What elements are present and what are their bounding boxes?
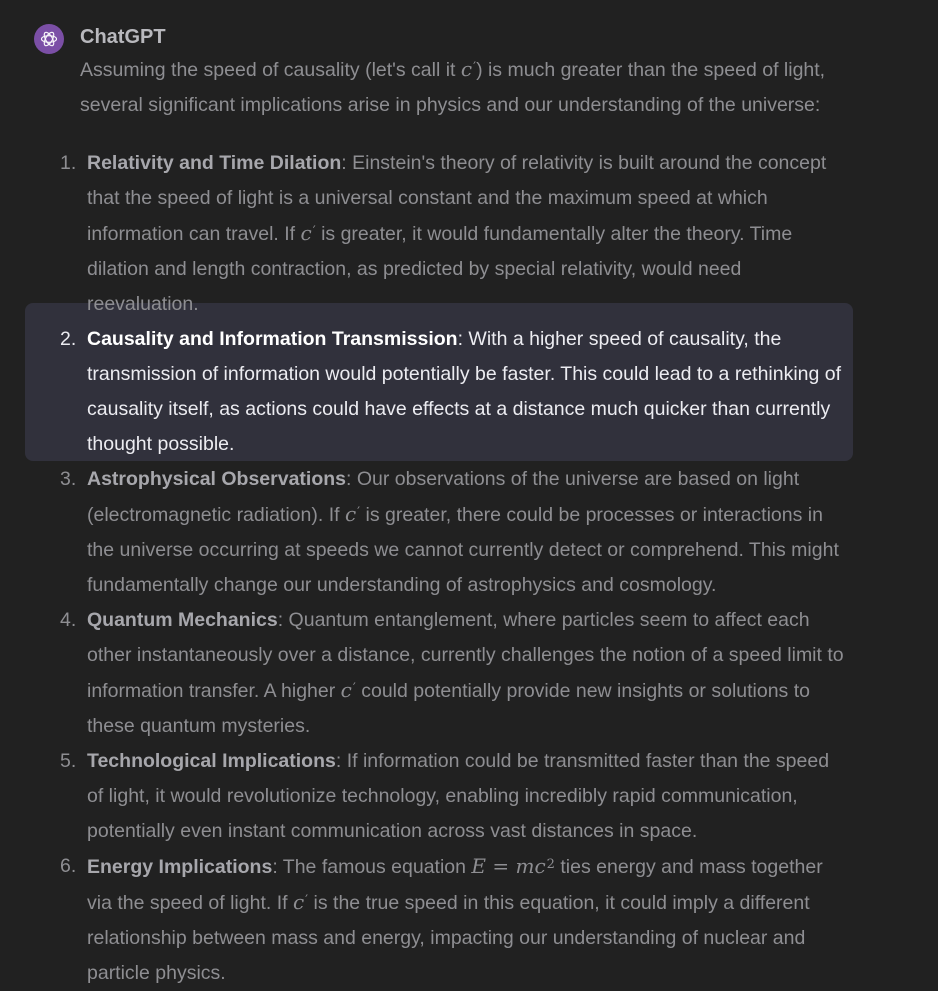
list-item-text: : Einstein's theory of relativity is built around the concept that the speed of light is a universal constant and the maximum speed at which information can travel. If — [87, 152, 827, 245]
list-item-text: ties energy and mass together via the speed of light. If — [87, 856, 823, 914]
intro-text-before: Assuming the speed of causality (let's call it — [80, 59, 461, 81]
list-item-text: is the true speed in this equation, it could imply a different relationship between mass and energy, impacting our understanding of nuclear and particle physics. — [87, 892, 810, 984]
list-item-text: : The famous equation — [272, 856, 472, 878]
math-c-prime — [301, 221, 316, 245]
math-symbol: E — [471, 854, 487, 878]
list-item-number: 6. — [60, 855, 77, 877]
math-c-prime — [345, 502, 360, 526]
list-item-text: is greater, there could be processes or interactions in the universe occurring at speeds we cannot currently detect or comprehend. This might fundamentally change our understanding of astrophysics and cosmology. — [87, 504, 839, 596]
intro-text-after: ) is much greater than the speed of light, several significant implications arise in physics and our understanding of the universe: — [80, 59, 826, 116]
list-item — [0, 322, 847, 462]
math-c-prime — [461, 57, 476, 81]
list-item-number: 2. — [60, 328, 77, 350]
list-item-heading: Energy Implications — [87, 856, 273, 878]
list-item-number: 1. — [60, 152, 77, 174]
math-exponent: 2 — [546, 857, 555, 872]
openai-logo-icon — [39, 29, 59, 49]
list-item-heading: Technological Implications — [87, 750, 336, 772]
author-name: ChatGPT — [80, 26, 166, 48]
list-item-heading: Quantum Mechanics — [87, 609, 278, 631]
math-prime: ′ — [305, 893, 309, 908]
math-symbol: c — [340, 678, 352, 702]
math-c-prime — [293, 890, 308, 914]
assistant-avatar — [34, 24, 64, 54]
math-equation — [471, 854, 555, 878]
intro-paragraph — [80, 52, 870, 123]
list-item-number: 5. — [60, 750, 77, 772]
math-c-prime — [341, 678, 356, 702]
list-item-heading: Relativity and Time Dilation — [87, 152, 342, 174]
list-item-text: : With a higher speed of causality, the transmission of information would potentially be faster. This could lead to a rethinking of causality itself, as actions could have effects at a distance much quicker than currently thought possible. — [87, 328, 842, 455]
list-item — [0, 744, 847, 849]
math-symbol: c — [344, 502, 357, 526]
list-item-heading: Astrophysical Observations — [87, 468, 347, 490]
implications-list — [0, 146, 938, 991]
list-item-text: : Quantum entanglement, where particles seem to affect each other instantaneously over a distance, currently challenges the notion of a speed limit to information transfer. A higher — [87, 609, 844, 702]
math-symbol: c — [292, 890, 305, 914]
math-symbol: = mc — [486, 854, 546, 878]
math-prime: ′ — [357, 505, 361, 520]
list-item-text: could potentially provide new insights or solutions to these quantum mysteries. — [87, 680, 810, 737]
list-item-number: 3. — [60, 468, 77, 490]
math-prime: ′ — [352, 681, 356, 696]
math-symbol: c — [300, 221, 312, 245]
list-item — [0, 603, 847, 744]
list-item — [0, 849, 847, 991]
math-prime: ′ — [312, 224, 316, 239]
math-symbol: c — [460, 57, 473, 81]
math-prime: ′ — [473, 60, 477, 75]
list-item-text: is greater, it would fundamentally alter the theory. Time dilation and length contraction, as predicted by special relativity, would need reevaluation. — [87, 223, 793, 315]
list-item-number: 4. — [60, 609, 77, 631]
list-item-heading: Causality and Information Transmission — [87, 328, 458, 350]
list-item-text: : If information could be transmitted faster than the speed of light, it would revolutionize technology, enabling incredibly rapid communication, potentially even instant communication across vast distances in space. — [87, 750, 830, 842]
list-item-text: : Our observations of the universe are based on light (electromagnetic radiation). If — [87, 468, 800, 526]
list-item — [0, 462, 847, 603]
list-item — [0, 146, 847, 322]
